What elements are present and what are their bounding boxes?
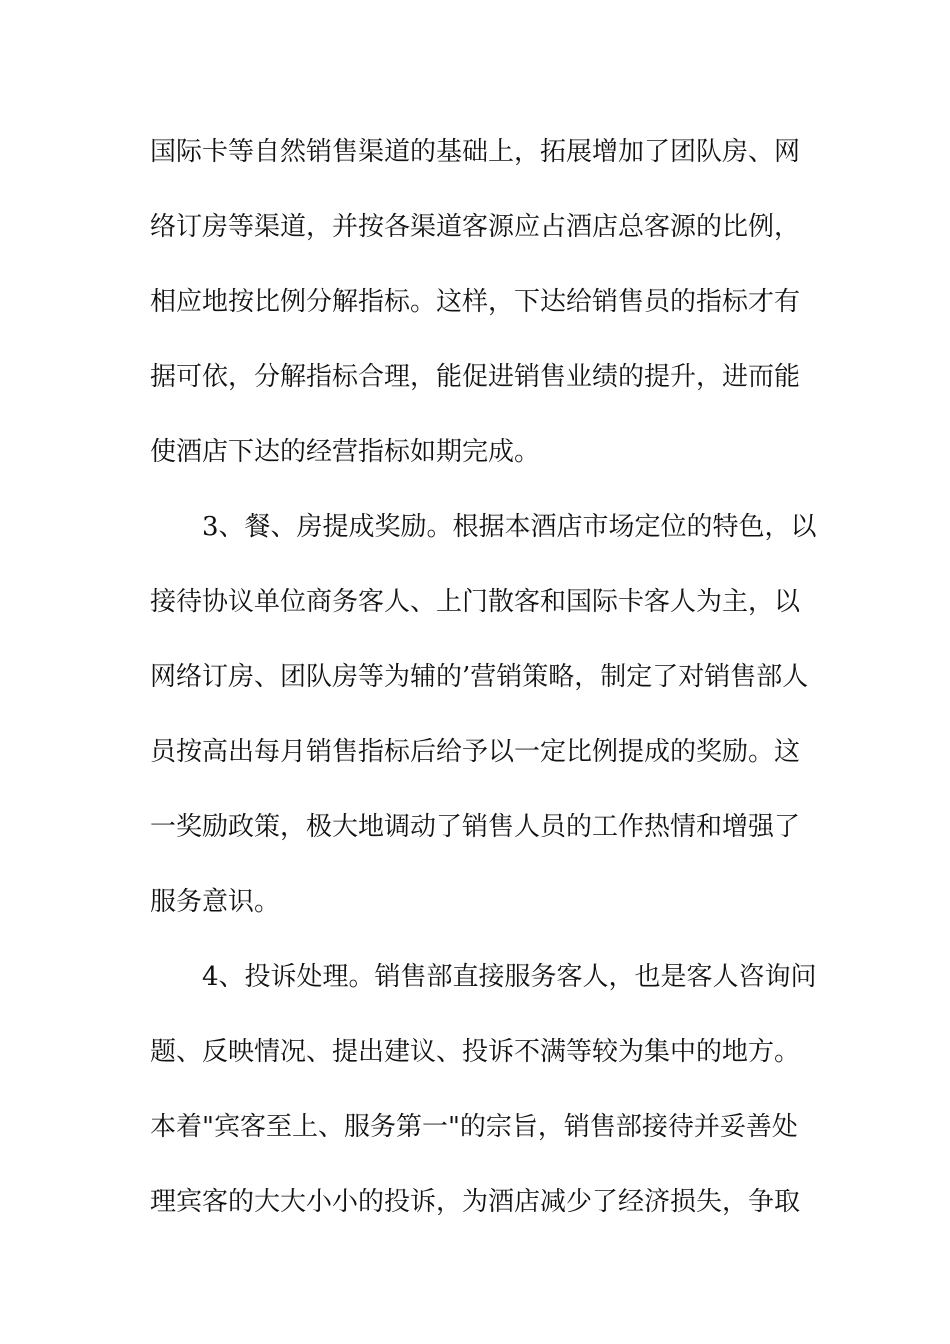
text-line: 据可依，分解指标合理，能促进销售业绩的提升，进而能 — [150, 362, 801, 392]
text-line: 理宾客的大大小小的投诉，为酒店减少了经济损失，争取 — [150, 1187, 801, 1217]
text-line: 一奖励政策，极大地调动了销售人员的工作热情和增强了 — [150, 812, 801, 842]
text-line: 本着"宾客至上、服务第一"的宗旨，销售部接待并妥善处 — [150, 1112, 798, 1142]
paragraph-start-line: 4、投诉处理。销售部直接服务客人，也是客人咨询问 — [202, 962, 817, 992]
text-line: 接待协议单位商务客人、上门散客和国际卡客人为主，以 — [150, 587, 801, 617]
paragraph-start-line: 3、餐、房提成奖励。根据本酒店市场定位的特色，以 — [202, 512, 817, 542]
text-line: 相应地按比例分解指标。这样，下达给销售员的指标才有 — [150, 287, 801, 317]
text-line: 络订房等渠道，并按各渠道客源应占酒店总客源的比例， — [150, 212, 801, 242]
text-line: 国际卡等自然销售渠道的基础上，拓展增加了团队房、网 — [150, 137, 801, 167]
text-line: 员按高出每月销售指标后给予以一定比例提成的奖励。这 — [150, 737, 801, 767]
text-line: 使酒店下达的经营指标如期完成。 — [150, 437, 541, 467]
text-line: 网络订房、团队房等为辅的’营销策略，制定了对销售部人 — [150, 662, 809, 692]
text-line: 服务意识。 — [150, 887, 281, 917]
text-line: 题、反映情况、提出建议、投诉不满等较为集中的地方。 — [150, 1037, 801, 1067]
